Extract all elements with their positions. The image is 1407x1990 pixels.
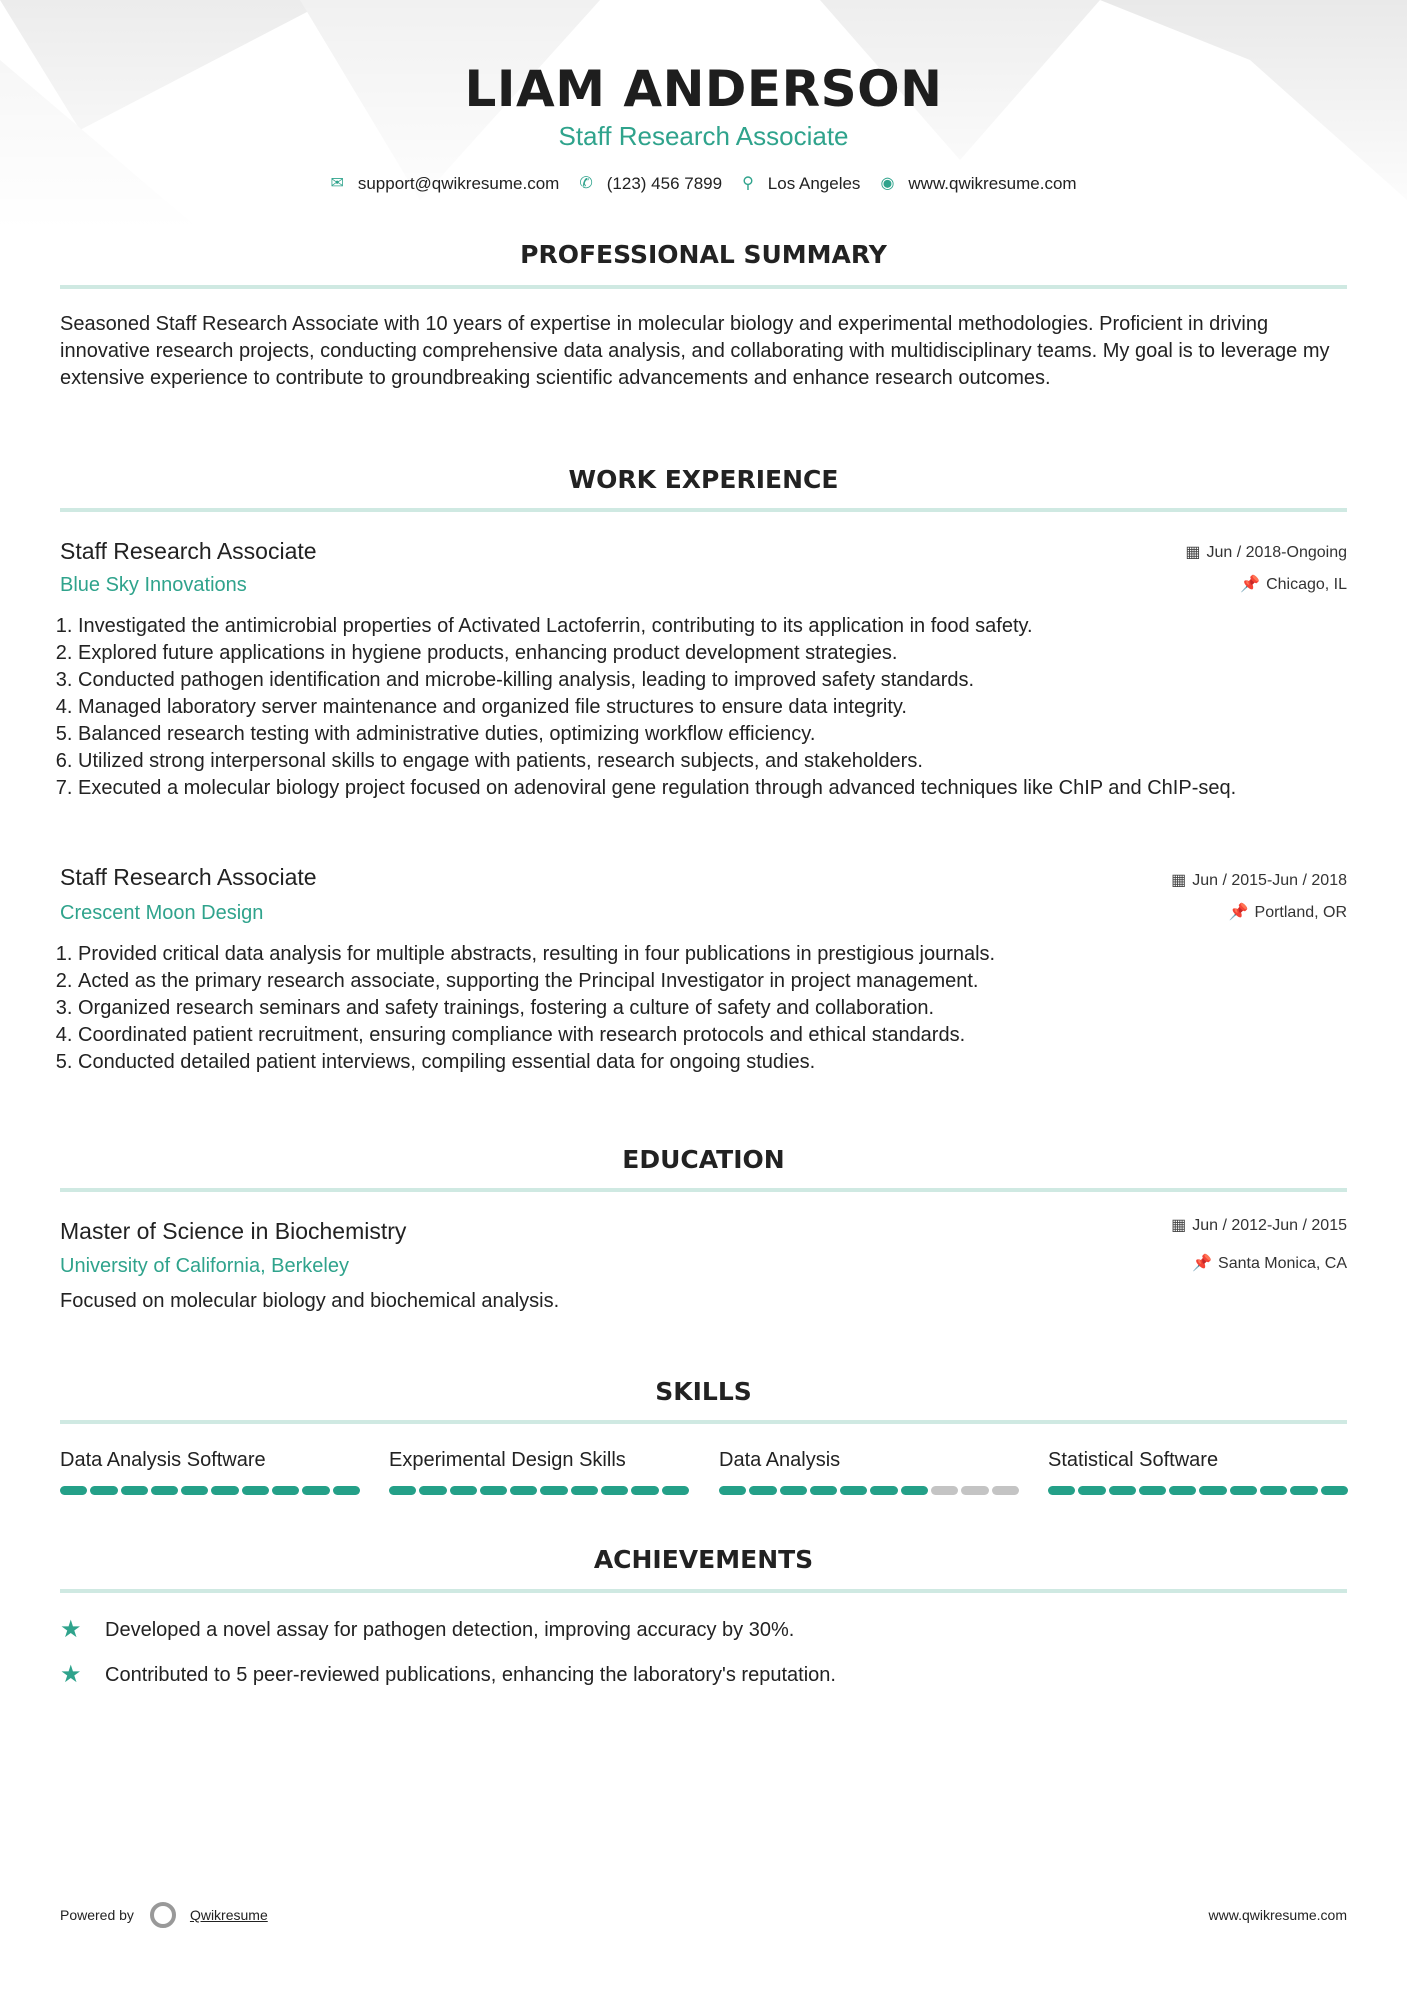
email[interactable]: support@qwikresume.com	[357, 174, 560, 193]
job-title-2: Staff Research Associate	[60, 864, 317, 890]
envelope-icon: ✉	[330, 175, 344, 192]
skill-segment	[810, 1486, 837, 1495]
skill-segment	[901, 1486, 928, 1495]
skill-segment	[1199, 1486, 1226, 1495]
skill-segment	[272, 1486, 299, 1495]
skill-item	[719, 1446, 1019, 1495]
skill-segment	[1109, 1486, 1136, 1495]
calendar-icon: ▦	[1171, 1217, 1187, 1234]
section-heading-summary: PROFESSIONAL SUMMARY	[520, 240, 887, 269]
skill-segment	[601, 1486, 628, 1495]
star-icon: ★	[60, 1616, 82, 1643]
skill-segment	[121, 1486, 148, 1495]
skill-segment	[302, 1486, 329, 1495]
skill-segment	[419, 1486, 446, 1495]
job-location-2	[1229, 902, 1347, 924]
skill-segment	[1169, 1486, 1196, 1495]
achievement-text: Developed a novel assay for pathogen detection, improving accuracy by 30%.	[105, 1619, 795, 1641]
list-item: 4. Managed laboratory server maintenance and organized file structures to ensure data integrity.	[78, 694, 1350, 721]
skill-segment	[870, 1486, 897, 1495]
calendar-icon: ▦	[1185, 544, 1201, 561]
contact-bar	[0, 172, 1407, 196]
skill-name: Data Analysis Software	[60, 1449, 266, 1471]
skill-segment	[1290, 1486, 1317, 1495]
list-item: 5. Conducted detailed patient interviews, compiling essential data for ongoing studies.	[78, 1049, 1350, 1076]
skill-segment	[1078, 1486, 1105, 1495]
skill-level-bar	[60, 1486, 360, 1495]
section-heading-achievements: ACHIEVEMENTS	[593, 1545, 814, 1574]
skill-segment	[1321, 1486, 1348, 1495]
skill-segment	[992, 1486, 1019, 1495]
skill-name: Experimental Design Skills	[389, 1449, 626, 1471]
divider	[60, 285, 1347, 289]
job-bullets-2	[60, 941, 1350, 1076]
education-description: Focused on molecular biology and biochemical analysis.	[60, 1290, 560, 1312]
skill-segment	[389, 1486, 416, 1495]
degree: Master of Science in Biochemistry	[60, 1218, 407, 1244]
list-item: 2. Explored future applications in hygiene products, enhancing product development strategies.	[78, 640, 1350, 667]
skill-segment	[571, 1486, 598, 1495]
skill-name: Statistical Software	[1048, 1449, 1219, 1471]
job-location-1	[1240, 574, 1347, 596]
pin-icon: 📌	[1192, 1255, 1213, 1272]
powered-by-label: Powered by	[60, 1907, 134, 1923]
list-item: 1. Provided critical data analysis for multiple abstracts, resulting in four publications in prestigious journals.	[78, 941, 1350, 968]
pin-icon: 📌	[1228, 904, 1249, 921]
skill-segment	[60, 1486, 87, 1495]
candidate-name: LIAM ANDERSON	[464, 60, 943, 118]
school: University of California, Berkeley	[60, 1255, 349, 1277]
skill-item	[1048, 1446, 1348, 1495]
skill-segment	[1048, 1486, 1075, 1495]
footer-powered	[60, 1902, 268, 1928]
divider	[60, 508, 1347, 512]
skill-segment	[333, 1486, 360, 1495]
pin-icon: 📌	[1240, 576, 1261, 593]
skill-segment	[480, 1486, 507, 1495]
skill-level-bar	[719, 1486, 1019, 1495]
skill-segment	[1260, 1486, 1287, 1495]
phone: (123) 456 7899	[606, 174, 723, 193]
website[interactable]: www.qwikresume.com	[908, 174, 1077, 193]
skill-segment	[961, 1486, 988, 1495]
globe-icon: ◉	[880, 175, 895, 192]
skill-segment	[1139, 1486, 1166, 1495]
summary-text: Seasoned Staff Research Associate with 10 years of expertise in molecular biology and experimental methodologies. Proficient in driving innovative research projects, conducting comprehensive data analysis, and collaborating with multidisciplinary teams. My goal is to leverage my extensive experience to contribute to groundbreaking scientific advancements and enhance research outcomes.	[60, 313, 1330, 389]
section-heading-experience: WORK EXPERIENCE	[568, 465, 839, 494]
map-pin-icon: ⚲	[742, 175, 754, 192]
divider	[60, 1589, 1347, 1593]
skill-segment	[662, 1486, 689, 1495]
list-item: 6. Utilized strong interpersonal skills to engage with patients, research subjects, and stakeholders.	[78, 748, 1350, 775]
achievement-text: Contributed to 5 peer-reviewed publications, enhancing the laboratory's reputation.	[105, 1664, 836, 1686]
list-item: 2. Acted as the primary research associate, supporting the Principal Investigator in project management.	[78, 968, 1350, 995]
date-text: Jun / 2018-Ongoing	[1206, 544, 1347, 561]
job-bullets-1	[60, 613, 1350, 802]
skill-segment	[931, 1486, 958, 1495]
skill-segment	[631, 1486, 658, 1495]
brand-link[interactable]: Qwikresume	[189, 1907, 268, 1923]
section-heading-skills: SKILLS	[655, 1377, 752, 1406]
skill-segment	[151, 1486, 178, 1495]
qwikresume-logo-icon	[150, 1902, 176, 1928]
list-item: 7. Executed a molecular biology project focused on adenoviral gene regulation through advanced techniques like ChIP and ChIP-seq.	[78, 775, 1350, 802]
skill-segment	[1230, 1486, 1257, 1495]
skill-level-bar	[1048, 1486, 1348, 1495]
skill-level-bar	[389, 1486, 689, 1495]
education-location	[1192, 1253, 1347, 1275]
list-item: 4. Coordinated patient recruitment, ensuring compliance with research protocols and ethical standards.	[78, 1022, 1350, 1049]
company-1: Blue Sky Innovations	[60, 574, 247, 596]
skill-name: Data Analysis	[719, 1449, 841, 1471]
skill-segment	[211, 1486, 238, 1495]
skill-item	[389, 1446, 689, 1495]
skill-item	[60, 1446, 360, 1495]
company-2: Crescent Moon Design	[60, 902, 264, 924]
skill-segment	[450, 1486, 477, 1495]
location-text: Santa Monica, CA	[1218, 1255, 1347, 1272]
divider	[60, 1188, 1347, 1192]
list-item: 3. Conducted pathogen identification and microbe-killing analysis, leading to improved safety standards.	[78, 667, 1350, 694]
job-date-2	[1171, 870, 1347, 892]
footer-website[interactable]: www.qwikresume.com	[1208, 1907, 1347, 1923]
achievement-item	[60, 1661, 836, 1689]
skill-segment	[540, 1486, 567, 1495]
job-title: Staff Research Associate	[558, 121, 849, 151]
date-text: Jun / 2015-Jun / 2018	[1192, 872, 1347, 889]
job-date-1	[1185, 542, 1347, 564]
list-item: 3. Organized research seminars and safety trainings, fostering a culture of safety and collaboration.	[78, 995, 1350, 1022]
skill-segment	[510, 1486, 537, 1495]
skill-segment	[719, 1486, 746, 1495]
education-date	[1171, 1215, 1347, 1237]
section-heading-education: EDUCATION	[622, 1145, 785, 1174]
date-text: Jun / 2012-Jun / 2015	[1192, 1217, 1347, 1234]
skill-segment	[90, 1486, 117, 1495]
divider	[60, 1420, 1347, 1424]
job-title-1: Staff Research Associate	[60, 538, 317, 564]
skill-segment	[840, 1486, 867, 1495]
achievement-item	[60, 1616, 794, 1644]
skill-segment	[242, 1486, 269, 1495]
phone-icon: ✆	[579, 175, 593, 192]
star-icon: ★	[60, 1661, 82, 1688]
list-item: 5. Balanced research testing with administrative duties, optimizing workflow efficiency.	[78, 721, 1350, 748]
skill-segment	[181, 1486, 208, 1495]
skill-segment	[780, 1486, 807, 1495]
location-text: Portland, OR	[1254, 904, 1347, 921]
location: Los Angeles	[767, 174, 861, 193]
location-text: Chicago, IL	[1266, 576, 1347, 593]
skill-segment	[749, 1486, 776, 1495]
calendar-icon: ▦	[1171, 872, 1187, 889]
list-item: 1. Investigated the antimicrobial properties of Activated Lactoferrin, contributing to its application in food safety.	[78, 613, 1350, 640]
